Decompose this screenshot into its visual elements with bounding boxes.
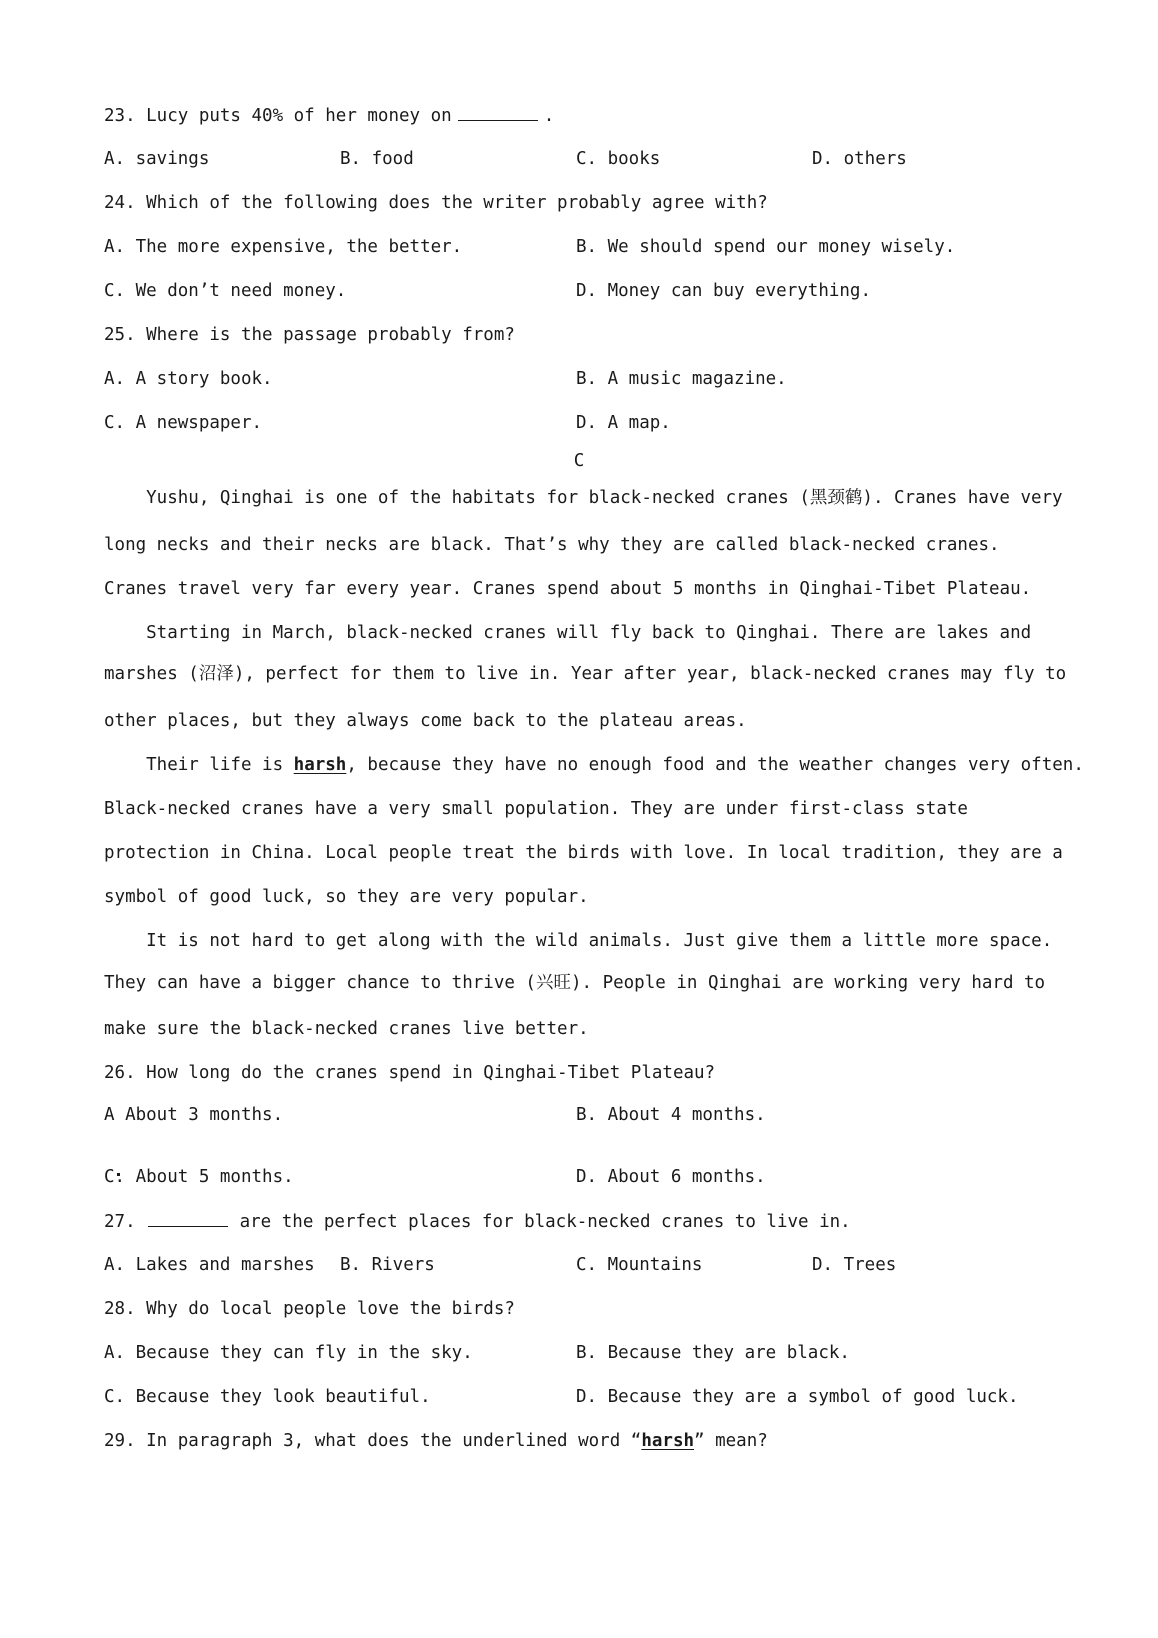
question-29-stem-text: 29. In paragraph 3, what does the underlined word bbox=[104, 1431, 631, 1451]
passage-p3-line-3: protection in China. Local people treat the birds with love. In local tradition, they are a bbox=[104, 843, 1063, 863]
question-27-option-b: B. Rivers bbox=[340, 1255, 435, 1275]
question-23-option-d: D. others bbox=[812, 149, 907, 169]
question-27-stem-text: are the perfect places for black-necked cranes to live in. bbox=[239, 1212, 851, 1232]
question-24-option-b: B. We should spend our money wisely. bbox=[576, 237, 956, 257]
question-28-option-a: A. Because they can fly in the sky. bbox=[104, 1343, 473, 1363]
passage-p2-line-2: marshes (沼泽), perfect for them to live in. Year after year, black-necked cranes may fly to bbox=[104, 664, 1067, 684]
underlined-word-harsh: harsh bbox=[293, 755, 347, 775]
passage-p4-line-1: It is not hard to get along with the wild animals. Just give them a little more space. bbox=[104, 931, 1053, 951]
question-25-option-c: C. A newspaper. bbox=[104, 413, 263, 433]
question-26-option-b: B. About 4 months. bbox=[576, 1105, 766, 1125]
question-25-option-a: A. A story book. bbox=[104, 369, 273, 389]
question-25-stem: 25. Where is the passage probably from? bbox=[104, 325, 515, 345]
question-23-stem-end: . bbox=[543, 106, 555, 126]
answer-blank bbox=[148, 1210, 228, 1227]
answer-blank bbox=[458, 104, 538, 121]
underlined-word-harsh: harsh bbox=[641, 1431, 695, 1451]
open-quote: “ bbox=[630, 1431, 642, 1451]
question-26-option-a: A About 3 months. bbox=[104, 1105, 284, 1125]
question-27-option-c: C. Mountains bbox=[576, 1255, 703, 1275]
question-24-option-c: C. We don’t need money. bbox=[104, 281, 347, 301]
question-25-option-d: D. A map. bbox=[576, 413, 671, 433]
question-26-stem: 26. How long do the cranes spend in Qinghai-Tibet Plateau? bbox=[104, 1063, 716, 1083]
question-25-option-b: B. A music magazine. bbox=[576, 369, 787, 389]
question-27-stem bbox=[104, 1210, 851, 1233]
question-23-stem bbox=[104, 104, 554, 127]
passage-p3-line-1 bbox=[104, 754, 1084, 776]
passage-p4-line-3: make sure the black-necked cranes live better. bbox=[104, 1019, 589, 1039]
passage-p1-line-3: Cranes travel very far every year. Cranes spend about 5 months in Qinghai-Tibet Plateau. bbox=[104, 579, 1032, 599]
question-28-option-c: C. Because they look beautiful. bbox=[104, 1387, 431, 1407]
question-26-option-d: D. About 6 months. bbox=[576, 1167, 766, 1187]
passage-p4-line-2: They can have a bigger chance to thrive (兴旺). People in Qinghai are working very hard to bbox=[104, 973, 1046, 993]
question-23-option-b: B. food bbox=[340, 149, 414, 169]
question-27-option-a: A. Lakes and marshes bbox=[104, 1255, 315, 1275]
passage-p3-line-2: Black-necked cranes have a very small population. They are under first-class state bbox=[104, 799, 968, 819]
passage-p3-line-1-start: Their life is bbox=[104, 755, 294, 775]
question-23-stem-text: 23. Lucy puts 40% of her money on bbox=[104, 106, 452, 126]
question-29-stem bbox=[104, 1430, 768, 1452]
question-28-stem: 28. Why do local people love the birds? bbox=[104, 1299, 515, 1319]
question-23-option-a: A. savings bbox=[104, 149, 210, 169]
question-29-stem-end: mean? bbox=[704, 1431, 768, 1451]
passage-p2-line-3: other places, but they always come back to the plateau areas. bbox=[104, 711, 747, 731]
question-27-number: 27. bbox=[104, 1212, 136, 1232]
question-24-option-a: A. The more expensive, the better. bbox=[104, 237, 463, 257]
question-24-option-d: D. Money can buy everything. bbox=[576, 281, 872, 301]
question-28-option-b: B. Because they are black. bbox=[576, 1343, 850, 1363]
question-27-option-d: D. Trees bbox=[812, 1255, 897, 1275]
close-quote: ” bbox=[694, 1431, 705, 1451]
question-28-option-d: D. Because they are a symbol of good luck. bbox=[576, 1387, 1019, 1407]
question-24-stem: 24. Which of the following does the writer probably agree with? bbox=[104, 193, 768, 213]
section-label: C bbox=[573, 451, 585, 471]
passage-p2-line-1: Starting in March, black-necked cranes will fly back to Qinghai. There are lakes and bbox=[104, 623, 1032, 643]
passage-p3-line-1-end: , because they have no enough food and the weather changes very often. bbox=[346, 755, 1084, 775]
passage-p3-line-4: symbol of good luck, so they are very popular. bbox=[104, 887, 589, 907]
passage-p1-line-1: Yushu, Qinghai is one of the habitats for black-necked cranes (黑颈鹤). Cranes have very bbox=[104, 488, 1063, 508]
question-23-option-c: C. books bbox=[576, 149, 661, 169]
passage-p1-line-2: long necks and their necks are black. That’s why they are called black-necked cranes. bbox=[104, 535, 1000, 555]
question-26-option-c: C. About 5 months. bbox=[104, 1167, 294, 1187]
